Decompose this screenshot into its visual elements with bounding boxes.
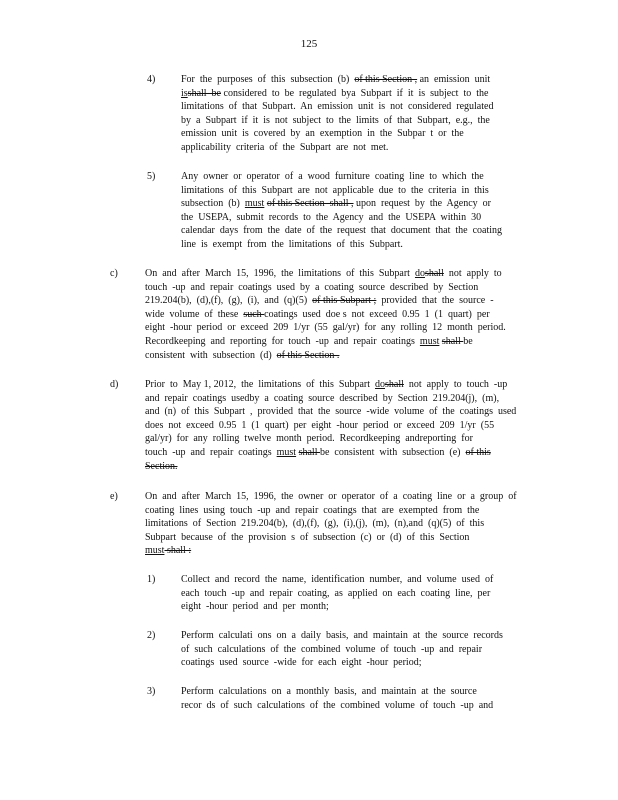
text-line [145,460,516,474]
text-segment: On and after March 15, 1996, the owner or operator of a coating line or a group of [145,491,517,502]
text-segment: does not exceed 0.95 1 (1 quart) per eight -hour period or exceed 209 1/yr (55 [145,419,495,431]
item-label: e) [110,491,118,502]
text-line [181,600,493,614]
text-segment: consistent with subsection (d) [145,349,277,361]
text-line [181,699,493,713]
struck-text: of this Subpart ; [312,295,377,307]
text-segment: by a Subpart if it is not subject to the limits of that Subpart, e.g., the [181,114,490,126]
text-segment: subsection (b) [181,198,245,210]
text-segment: gal/yr) for any rolling twelve month period. Recordkeeping andreporting for [145,433,473,445]
struck-text: shall [424,268,444,279]
text-segment: of such calculations of the combined volume of touch -up and repair [181,643,483,655]
text-segment: an emission unit [417,74,491,85]
inserted-text: do [375,379,385,390]
text-line [181,629,503,643]
text-segment: Perform calculations on a monthly basis, and maintain at the source [181,686,477,697]
item-label: d) [110,379,119,390]
text-line [145,504,517,518]
text-segment: and (n) of this Subpart , provided that the source -wide volume of the coatings used [145,406,517,418]
text-segment: Any owner or operator of a wood furniture coating line to which the [181,171,484,182]
text-segment: limitations of that Subpart. An emission unit is not considered regulated [181,101,494,113]
paragraph-e2 [181,629,503,670]
text-segment: and repair coatings usedby a coating source described by Section 219.204(j), (m), [145,392,500,404]
item-label: 3) [147,686,156,697]
text-line [145,446,516,460]
text-line [145,378,516,392]
text-line [181,127,493,141]
inserted-text: is [181,87,188,99]
text-line [145,392,516,406]
text-segment: Prior to May 1, 2012, the limitations of this Subpart [145,379,375,390]
text-line [145,349,506,363]
struck-text: of this Section . [276,349,340,361]
text-line [145,335,506,349]
text-segment: upon request by the Agency or [353,198,491,210]
text-line [181,643,503,657]
item-label: 2) [147,630,156,641]
text-segment: be consistent with subsection (e) [319,446,466,458]
paragraph-c [145,267,506,362]
struck-text: shall : [164,545,192,557]
text-segment: not apply to [443,268,502,279]
text-segment: coatings used source -wide for each eight -hour period; [181,657,422,669]
paragraph-b5 [181,170,502,252]
text-line [145,544,517,558]
struck-text: of this Section , [354,74,418,85]
inserted-text: must [419,335,440,347]
text-segment: each touch -up and repair coating, as applied on each coating line, per [181,587,491,599]
text-line [181,184,502,198]
text-segment: Recordkeeping and reporting for touch -up and repair coatings [145,335,420,347]
text-line [145,405,516,419]
text-segment: provided that the source - [376,295,494,307]
text-line [145,490,517,504]
page-number: 125 [300,38,318,50]
paragraph-e [145,490,517,558]
paragraph-e1 [181,573,493,614]
text-line [145,517,517,531]
inserted-text: do [414,268,425,279]
item-label: 5) [147,171,156,182]
text-line [145,321,506,335]
text-line [181,211,502,225]
struck-text: of this [465,446,491,458]
paragraph-d [145,378,516,473]
text-line [181,656,503,670]
paragraph-e3 [181,685,493,712]
text-line [181,238,502,252]
text-line [181,141,493,155]
text-segment: coating lines using touch -up and repair coatings that are exempted from the [145,504,480,516]
text-segment: line is exempt from the limitations of this Subpart. [181,238,403,250]
text-segment: For the purposes of this subsection (b) [181,74,355,85]
text-line [145,432,516,446]
text-segment: wide volume of these [145,308,244,320]
text-line [181,170,502,184]
item-label: c) [110,268,118,279]
text-segment: Perform calculati ons on a daily basis, and maintain at the source records [181,630,503,641]
text-segment: the USEPA, submit records to the Agency and the USEPA within 30 [181,211,482,223]
text-line [181,87,493,101]
struck-text: shall [441,335,464,347]
text-segment: not apply to touch -up [403,379,508,390]
text-line [145,281,506,295]
text-line [181,114,493,128]
text-line [181,100,493,114]
struck-text: shall [298,446,320,458]
paragraph-b4 [181,73,493,155]
text-line [181,685,493,699]
item-label: 4) [147,74,156,85]
text-segment: recor ds of such calculations of the combined volume of touch -up and [181,699,494,711]
text-segment: calendar days from the date of the request that document that the coating [181,225,503,237]
item-label: 1) [147,574,156,585]
inserted-text: must [145,545,165,557]
text-line [145,308,506,322]
text-segment: considered to be regulated bya Subpart if it is subject to the [221,87,489,99]
text-line [145,267,506,281]
text-segment: 219.204(b), (d),(f), (g), (i), and (q)(5) [145,295,313,307]
text-line [181,224,502,238]
text-line [181,73,493,87]
text-segment: limitations of this Subpart are not applicable due to the criteria in this [181,184,489,196]
inserted-text: must [276,446,297,458]
text-segment: eight -hour period and per month; [181,601,329,613]
text-segment: touch -up and repair coatings [145,446,277,458]
text-segment: touch -up and repair coatings used by a coating source described by Section [145,281,479,293]
text-line [145,294,506,308]
text-segment: limitations of Section 219.204(b), (d),(f), (g), (i),(j), (m), (n),and (q)(5) of this [145,518,485,530]
text-line [181,573,493,587]
text-segment: coatings used doe s not exceed 0.95 1 (1 quart) per [264,308,490,320]
struck-text: shall be [187,87,221,99]
inserted-text: must [244,198,265,210]
text-segment: Collect and record the name, identification number, and volume used of [181,574,494,585]
text-segment: On and after March 15, 1996, the limitations of this Subpart [145,268,415,279]
text-line [181,587,493,601]
struck-text: such [243,308,265,320]
text-segment: eight -hour period or exceed 209 1/yr (55 gal/yr) for any rolling 12 month period. [145,322,506,334]
text-segment: Subpart because of the provision s of subsection (c) or (d) of this Section [145,531,470,543]
struck-text: shall [385,379,404,390]
text-segment: be [463,335,473,347]
text-line [145,419,516,433]
text-line [181,197,502,211]
struck-text: Section. [145,460,178,472]
text-line [145,531,517,545]
text-segment: applicability criteria of the Subpart are not met. [181,141,389,153]
text-segment: emission unit is covered by an exemption in the Subpar t or the [181,128,464,140]
struck-text: of this Section shall , [266,198,354,210]
